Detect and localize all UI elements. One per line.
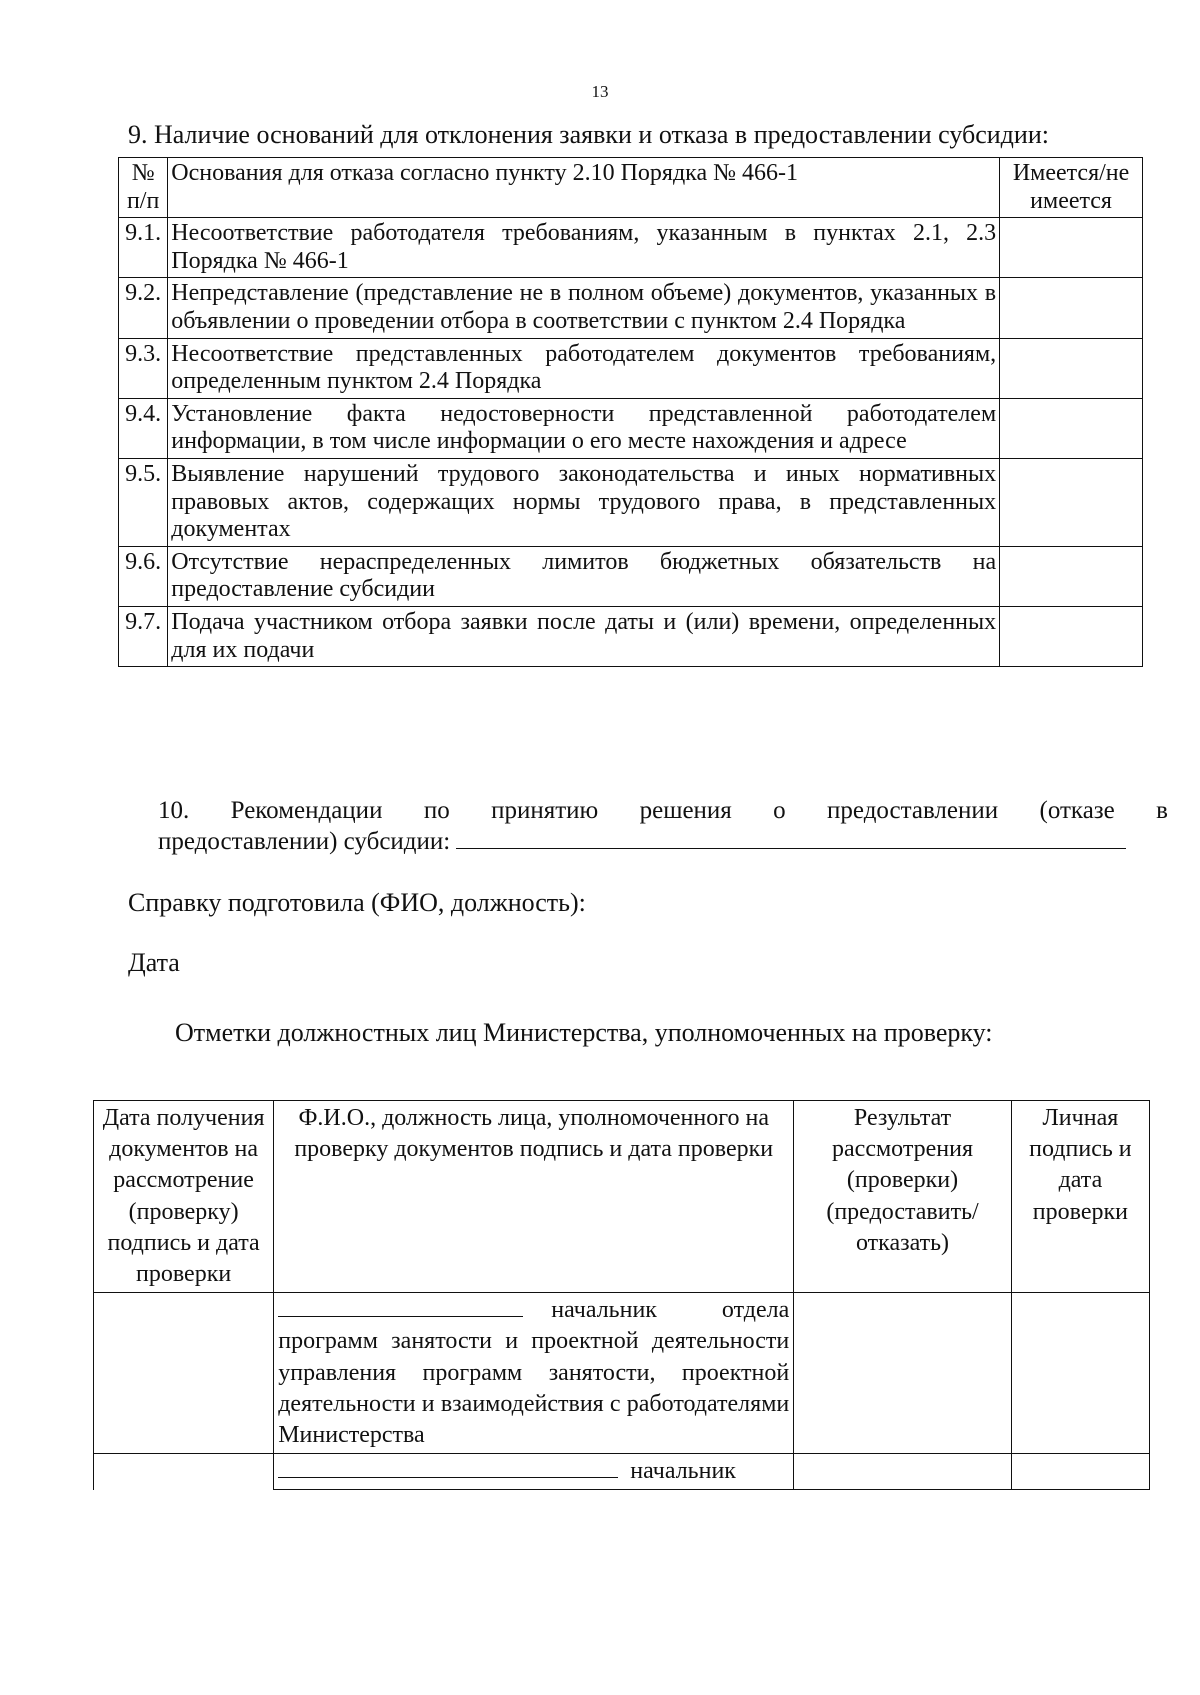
marks-cell-result[interactable] bbox=[794, 1454, 1012, 1490]
marks-cell-official bbox=[274, 1293, 794, 1454]
marks-cell-signature[interactable] bbox=[1011, 1293, 1149, 1454]
marks-header-official: Ф.И.О., должность лица, уполномоченного на проверку документов подпись и дата проверки bbox=[274, 1101, 794, 1293]
marks-header-signature: Личная подпись и дата проверки bbox=[1011, 1101, 1149, 1293]
grounds-row bbox=[119, 338, 1143, 398]
section-10-word: решения bbox=[639, 797, 732, 824]
grounds-row-present[interactable] bbox=[1000, 458, 1143, 546]
marks-header-received: Дата получения документов на рассмотрение (проверку) подпись и дата проверки bbox=[94, 1101, 274, 1293]
recommendation-blank-line[interactable] bbox=[456, 826, 1126, 849]
page-number: 13 bbox=[591, 82, 609, 101]
section-10-line-2 bbox=[158, 826, 1168, 857]
marks-cell-received[interactable] bbox=[94, 1454, 274, 1490]
grounds-row-text: Несоответствие представленных работодателем документов требованиям, определенным пунктом 2.4 Порядка bbox=[168, 338, 1000, 398]
official-title-line-1 bbox=[278, 1295, 789, 1326]
section-10-line-1 bbox=[158, 796, 1168, 826]
marks-row bbox=[94, 1293, 1150, 1454]
grounds-row bbox=[119, 218, 1143, 278]
grounds-row-num: 9.7. bbox=[119, 606, 168, 666]
grounds-row-present[interactable] bbox=[1000, 606, 1143, 666]
grounds-table-header bbox=[119, 158, 1143, 218]
marks-table bbox=[93, 1100, 1150, 1490]
grounds-row-num: 9.1. bbox=[119, 218, 168, 278]
marks-header-result: Результат рассмотрения (проверки) (предоставить/отказать) bbox=[794, 1101, 1012, 1293]
section-10 bbox=[158, 796, 1168, 857]
grounds-row bbox=[119, 458, 1143, 546]
grounds-row-text: Подача участником отбора заявки после даты и (или) времени, определенных для их подачи bbox=[168, 606, 1000, 666]
grounds-row-num: 9.2. bbox=[119, 278, 168, 338]
section-10-word: Рекомендации bbox=[230, 797, 383, 824]
grounds-row-num: 9.5. bbox=[119, 458, 168, 546]
grounds-row bbox=[119, 606, 1143, 666]
grounds-row-present[interactable] bbox=[1000, 278, 1143, 338]
marks-cell-official bbox=[274, 1454, 794, 1490]
grounds-row-text: Выявление нарушений трудового законодательства и иных нормативных правовых актов, содержащих нормы трудового права, в представленных документах bbox=[168, 458, 1000, 546]
official-title-start: начальник bbox=[630, 1458, 736, 1485]
grounds-row-text: Непредставление (представление не в полном объеме) документов, указанных в объявлении о проведении отбора в соответствии с пунктом 2.4 Порядка bbox=[168, 278, 1000, 338]
marks-title: Отметки должностных лиц Министерства, уполномоченных на проверку: bbox=[175, 1018, 993, 1047]
section-10-word: в bbox=[1156, 797, 1168, 824]
grounds-row-text: Отсутствие нераспределенных лимитов бюджетных обязательств на предоставление субсидии bbox=[168, 546, 1000, 606]
marks-cell-result[interactable] bbox=[794, 1293, 1012, 1454]
section-10-word: принятию bbox=[491, 797, 599, 824]
section-10-label: предоставлении) субсидии: bbox=[158, 828, 451, 855]
section-9-heading: 9. Наличие оснований для отклонения заявки и отказа в предоставлении субсидии: bbox=[128, 120, 1049, 149]
section-10-word: предоставлении bbox=[827, 797, 999, 824]
marks-table-header bbox=[94, 1101, 1150, 1293]
official-title-end: Министерства bbox=[278, 1421, 425, 1448]
section-10-word: 10. bbox=[158, 797, 190, 824]
section-10-word: по bbox=[423, 797, 450, 824]
name-blank-line[interactable] bbox=[278, 1457, 618, 1478]
grounds-row-text: Несоответствие работодателя требованиям, указанным в пунктах 2.1, 2.3 Порядка № 466-1 bbox=[168, 218, 1000, 278]
prepared-by-label: Справку подготовила (ФИО, должность): bbox=[128, 888, 586, 917]
grounds-row-present[interactable] bbox=[1000, 218, 1143, 278]
grounds-row-present[interactable] bbox=[1000, 338, 1143, 398]
section-10-word: о bbox=[773, 797, 786, 824]
grounds-row-num: 9.6. bbox=[119, 546, 168, 606]
name-blank-line[interactable] bbox=[278, 1296, 523, 1317]
section-10-word: (отказе bbox=[1039, 797, 1115, 824]
marks-row bbox=[94, 1454, 1150, 1490]
date-label: Дата bbox=[128, 948, 180, 977]
grounds-row bbox=[119, 398, 1143, 458]
grounds-table bbox=[118, 157, 1143, 667]
official-title-rest: программ занятости и проектной деятельности управления программ занятости, проектной деятельности и взаимодействия с работодателями bbox=[278, 1328, 790, 1417]
official-title-start: начальник отдела bbox=[551, 1297, 790, 1324]
marks-cell-signature[interactable] bbox=[1011, 1454, 1149, 1490]
header-present: Имеется/не имеется bbox=[1000, 158, 1143, 218]
grounds-row-num: 9.3. bbox=[119, 338, 168, 398]
header-grounds: Основания для отказа согласно пункту 2.10 Порядка № 466-1 bbox=[168, 158, 1000, 218]
marks-cell-received[interactable] bbox=[94, 1293, 274, 1454]
grounds-row-present[interactable] bbox=[1000, 398, 1143, 458]
header-num: № п/п bbox=[119, 158, 168, 218]
grounds-row bbox=[119, 278, 1143, 338]
grounds-row-num: 9.4. bbox=[119, 398, 168, 458]
grounds-row bbox=[119, 546, 1143, 606]
grounds-row-text: Установление факта недостоверности представленной работодателем информации, в том числе информации о его месте нахождения и адресе bbox=[168, 398, 1000, 458]
grounds-row-present[interactable] bbox=[1000, 546, 1143, 606]
